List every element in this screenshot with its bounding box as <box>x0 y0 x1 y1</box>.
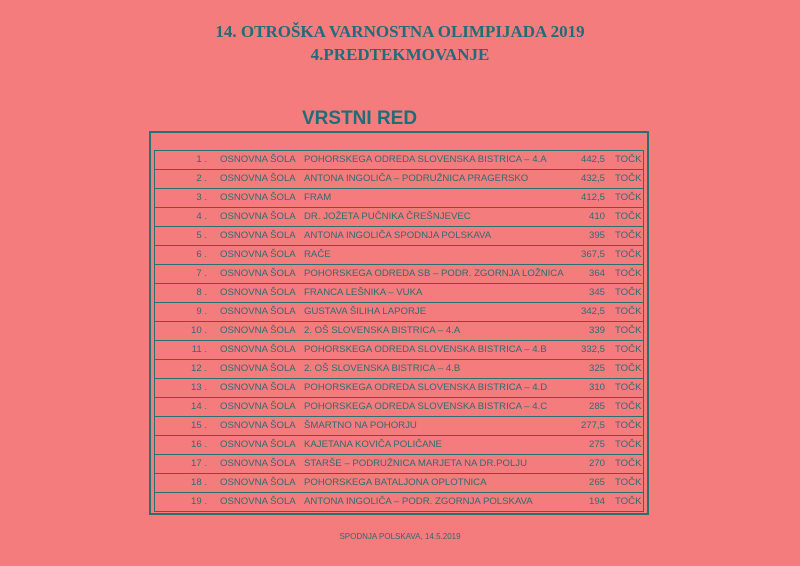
unit-cell: TOČK <box>615 306 642 317</box>
rank-cell: 15 . <box>190 420 207 431</box>
school-name-cell: DR. JOŽETA PUČNIKA ČREŠNJEVEC <box>304 211 471 222</box>
school-type-cell: OSNOVNA ŠOLA <box>220 477 296 488</box>
rank-cell: 9 . <box>196 306 207 317</box>
school-name-cell: FRAM <box>304 192 332 203</box>
ranking-heading: VRSTNI RED <box>302 108 418 129</box>
rank-cell: 16 . <box>190 439 207 450</box>
school-name-cell: ANTONA INGOLIČA – PODRUŽNICA PRAGERSKO <box>304 173 529 184</box>
rank-cell: 5 . <box>196 230 207 241</box>
unit-cell: TOČK <box>615 420 642 431</box>
points-cell: 265 <box>588 477 605 488</box>
rank-cell: 10 . <box>190 325 207 336</box>
school-type-cell: OSNOVNA ŠOLA <box>220 192 296 203</box>
points-cell: 194 <box>588 496 605 507</box>
school-type-cell: OSNOVNA ŠOLA <box>220 344 296 355</box>
unit-cell: TOČK <box>615 496 642 507</box>
rank-cell: 1 . <box>196 154 207 165</box>
ranking-rows <box>154 150 644 511</box>
table-row <box>154 283 644 303</box>
school-name-cell: POHORSKEGA BATALJONA OPLOTNICA <box>304 477 487 488</box>
unit-cell: TOČK <box>615 211 642 222</box>
table-row <box>154 150 644 170</box>
table-row <box>154 264 644 284</box>
document-subtitle: 4.PREDTEKMOVANJE <box>310 45 490 64</box>
rank-cell: 19 . <box>190 496 207 507</box>
unit-cell: TOČK <box>615 192 642 203</box>
points-cell: 412,5 <box>580 192 605 203</box>
points-cell: 432,5 <box>580 173 605 184</box>
points-cell: 310 <box>588 382 605 393</box>
rank-cell: 2 . <box>196 173 207 184</box>
points-cell: 345 <box>588 287 605 298</box>
rank-cell: 13 . <box>190 382 207 393</box>
school-name-cell: 2. OŠ SLOVENSKA BISTRICA – 4.B <box>304 363 461 374</box>
school-name-cell: FRANCA LEŠNIKA – VUKA <box>304 287 423 298</box>
points-cell: 364 <box>588 268 605 279</box>
unit-cell: TOČK <box>615 287 642 298</box>
table-row <box>154 321 644 341</box>
school-type-cell: OSNOVNA ŠOLA <box>220 287 296 298</box>
points-cell: 342,5 <box>580 306 605 317</box>
school-name-cell: POHORSKEGA ODREDA SB – PODR. ZGORNJA LOŽNICA <box>304 268 564 279</box>
table-row <box>154 435 644 455</box>
unit-cell: TOČK <box>615 230 642 241</box>
unit-cell: TOČK <box>615 382 642 393</box>
school-name-cell: GUSTAVA ŠILIHA LAPORJE <box>304 306 427 317</box>
table-row <box>154 226 644 246</box>
points-cell: 325 <box>588 363 605 374</box>
points-cell: 395 <box>588 230 605 241</box>
rank-cell: 12 . <box>190 363 207 374</box>
rank-cell: 6 . <box>196 249 207 260</box>
points-cell: 410 <box>588 211 605 222</box>
table-row <box>154 378 644 398</box>
unit-cell: TOČK <box>615 363 642 374</box>
school-name-cell: KAJETANA KOVIČA POLIČANE <box>304 439 442 450</box>
table-row <box>154 188 644 208</box>
points-cell: 275 <box>588 439 605 450</box>
school-type-cell: OSNOVNA ŠOLA <box>220 230 296 241</box>
points-cell: 285 <box>588 401 605 412</box>
school-name-cell: POHORSKEGA ODREDA SLOVENSKA BISTRICA – 4.B <box>304 344 547 355</box>
table-row <box>154 416 644 436</box>
table-row <box>154 340 644 360</box>
points-cell: 270 <box>588 458 605 469</box>
school-name-cell: STARŠE – PODRUŽNICA MARJETA NA DR.POLJU <box>304 458 528 469</box>
unit-cell: TOČK <box>615 477 642 488</box>
points-cell: 339 <box>588 325 605 336</box>
school-name-cell: ANTONA INGOLIČA – PODR. ZGORNJA POLSKAVA <box>304 496 533 507</box>
unit-cell: TOČK <box>615 458 642 469</box>
unit-cell: TOČK <box>615 401 642 412</box>
rank-cell: 3 . <box>196 192 207 203</box>
rank-cell: 8 . <box>196 287 207 298</box>
school-name-cell: RAČE <box>304 249 331 260</box>
school-type-cell: OSNOVNA ŠOLA <box>220 382 296 393</box>
school-name-cell: ŠMARTNO NA POHORJU <box>304 420 417 431</box>
table-row <box>154 492 644 512</box>
unit-cell: TOČK <box>615 173 642 184</box>
school-type-cell: OSNOVNA ŠOLA <box>220 268 296 279</box>
rank-cell: 7 . <box>196 268 207 279</box>
rank-cell: 4 . <box>196 211 207 222</box>
school-name-cell: POHORSKEGA ODREDA SLOVENSKA BISTRICA – 4.D <box>304 382 548 393</box>
table-row <box>154 473 644 493</box>
rank-cell: 11 . <box>191 344 207 355</box>
school-type-cell: OSNOVNA ŠOLA <box>220 154 296 165</box>
school-type-cell: OSNOVNA ŠOLA <box>220 439 296 450</box>
points-cell: 442,5 <box>580 154 605 165</box>
school-type-cell: OSNOVNA ŠOLA <box>220 173 296 184</box>
school-type-cell: OSNOVNA ŠOLA <box>220 249 296 260</box>
school-name-cell: POHORSKEGA ODREDA SLOVENSKA BISTRICA – 4.A <box>304 154 547 165</box>
unit-cell: TOČK <box>615 325 642 336</box>
table-row <box>154 169 644 189</box>
table-row <box>154 397 644 417</box>
school-name-cell: POHORSKEGA ODREDA SLOVENSKA BISTRICA – 4.C <box>304 401 548 412</box>
document-title: 14. OTROŠKA VARNOSTNA OLIMPIJADA 2019 <box>215 22 585 41</box>
school-type-cell: OSNOVNA ŠOLA <box>220 211 296 222</box>
school-type-cell: OSNOVNA ŠOLA <box>220 363 296 374</box>
school-type-cell: OSNOVNA ŠOLA <box>220 306 296 317</box>
footer-place-date: SPODNJA POLSKAVA, 14.5.2019 <box>339 532 461 541</box>
table-row <box>154 359 644 379</box>
points-cell: 277,5 <box>580 420 605 431</box>
points-cell: 332,5 <box>580 344 605 355</box>
table-row <box>154 245 644 265</box>
rank-cell: 17 . <box>190 458 207 469</box>
ranking-table <box>149 131 649 515</box>
school-type-cell: OSNOVNA ŠOLA <box>220 496 296 507</box>
unit-cell: TOČK <box>615 268 642 279</box>
school-type-cell: OSNOVNA ŠOLA <box>220 458 296 469</box>
points-cell: 367,5 <box>580 249 605 260</box>
rank-cell: 18 . <box>190 477 207 488</box>
school-type-cell: OSNOVNA ŠOLA <box>220 325 296 336</box>
unit-cell: TOČK <box>615 344 642 355</box>
rank-cell: 14 . <box>190 401 207 412</box>
table-row <box>154 207 644 227</box>
school-name-cell: ANTONA INGOLIČA SPODNJA POLSKAVA <box>304 230 492 241</box>
unit-cell: TOČK <box>615 439 642 450</box>
school-type-cell: OSNOVNA ŠOLA <box>220 401 296 412</box>
school-type-cell: OSNOVNA ŠOLA <box>220 420 296 431</box>
unit-cell: TOČK <box>615 249 642 260</box>
table-row <box>154 302 644 322</box>
unit-cell: TOČK <box>615 154 642 165</box>
table-row <box>154 454 644 474</box>
school-name-cell: 2. OŠ SLOVENSKA BISTRICA – 4.A <box>304 325 461 336</box>
